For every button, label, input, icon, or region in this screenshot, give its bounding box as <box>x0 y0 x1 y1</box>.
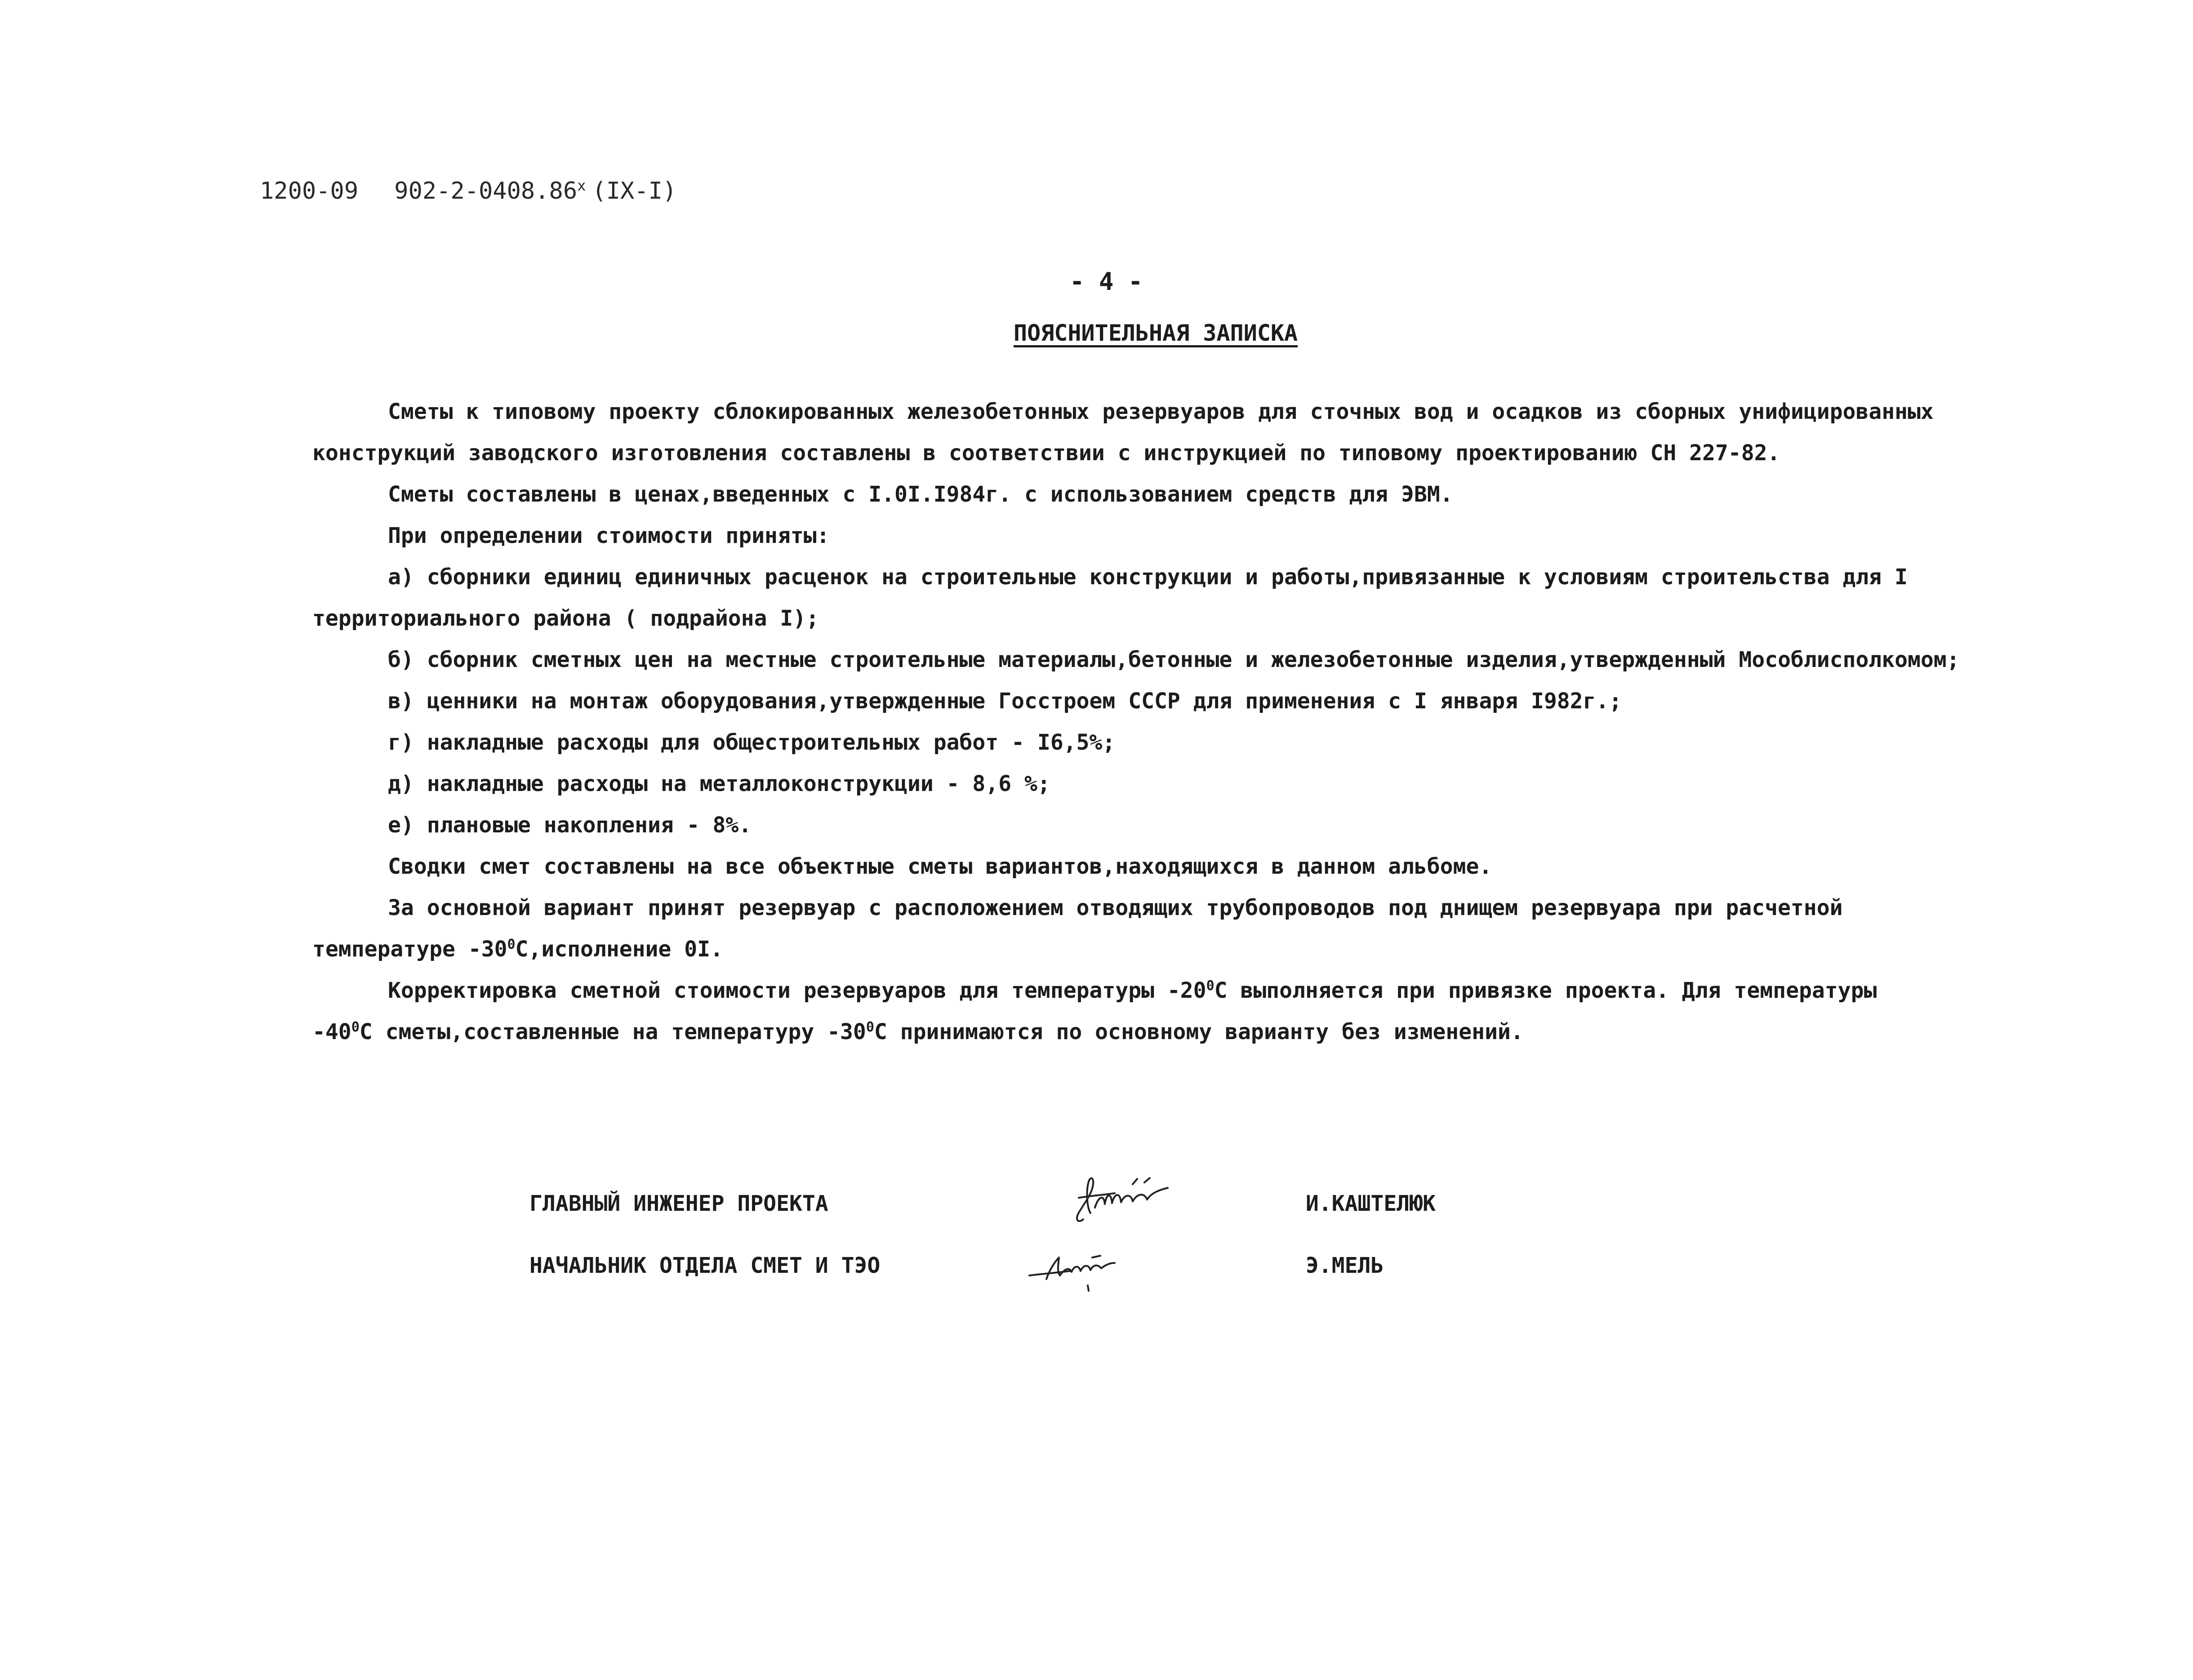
list-item-v: в) ценники на монтаж оборудования,утвержденные Госстроем СССР для применения с I января I982г.; <box>388 689 1622 714</box>
paragraph-line-temperature: температуре $-30^0С,исполнение$ 0I. <box>312 937 723 962</box>
paragraph-line: Сметы составлены в ценах,введенных с I.0I.I984г. с использованием средств для ЭВМ. <box>388 482 1453 507</box>
handwritten-signature-icon <box>1025 1244 1142 1298</box>
signature-row-department-head <box>0 1249 2193 1311</box>
paragraph-line: конструкций заводского изготовления составлены в соответствии с инструкцией по типовому проектированию СН 227-82. <box>312 440 1780 466</box>
list-item-d: д) накладные расходы на металлоконструкции - 8,6 %; <box>388 771 1050 796</box>
paragraph-line: Сводки смет составлены на все объектные сметы вариантов,находящихся в данном альбоме. <box>388 854 1492 879</box>
paragraph-line: Сметы к типовому проекту сблокированных железобетонных резервуаров для сточных вод и осадков из сборных унифицированных <box>388 399 1934 424</box>
list-item-a-cont: территориального района ( подрайона I); <box>312 606 819 631</box>
explanatory-note-body <box>312 391 1960 1053</box>
album-code-suffix: (IX-I) <box>592 178 677 204</box>
handwritten-signature-icon <box>1065 1166 1187 1234</box>
list-item-b: б) сборник сметных цен на местные строительные материалы,бетонные и железобетонные изделия,утвержденный Мособлисполкомом; <box>388 647 1960 672</box>
list-item-e: е) плановые накопления - 8%. <box>388 813 752 838</box>
list-item-a: а) сборники единиц единичных расценок на строительные конструкции и работы,привязанные к условиям строительства для I <box>388 564 1908 590</box>
paragraph-line: При определении стоимости приняты: <box>388 523 830 548</box>
document-code <box>260 178 676 204</box>
page-title: ПОЯСНИТЕЛЬНАЯ ЗАПИСКА <box>1014 320 1298 346</box>
sheet-code: 1200-09 <box>260 178 359 204</box>
album-code: 902-2-0408.86 <box>394 178 578 204</box>
page-number: - 4 - <box>1070 267 1143 296</box>
signatory-title: НАЧАЛЬНИК ОТДЕЛА СМЕТ И ТЭО <box>529 1253 881 1278</box>
signatory-name: И.КАШТЕЛЮК <box>1306 1191 1436 1216</box>
signatory-name: Э.МЕЛЬ <box>1306 1253 1384 1278</box>
album-code-mark: x <box>577 177 586 194</box>
paragraph-line-correction: Корректировка сметной стоимости резервуаров для температуры $-20^0С$ выполняется при привязке проекта. Для температуры <box>388 978 1877 1003</box>
list-item-g: г) накладные расходы для общестроительных работ - I6,5%; <box>388 730 1116 755</box>
paragraph-line: За основной вариант принят резервуар с расположением отводящих трубопроводов под днищем резервуара при расчетной <box>388 895 1843 920</box>
signatory-title: ГЛАВНЫЙ ИНЖЕНЕР ПРОЕКТА <box>529 1191 828 1216</box>
paragraph-line-correction-cont: $-40^0С$ сметы,составленные на температуру $-30^0С$ принимаются по основному варианту без изменений. <box>312 1019 1524 1044</box>
signature-row-chief-engineer <box>0 1187 2193 1249</box>
